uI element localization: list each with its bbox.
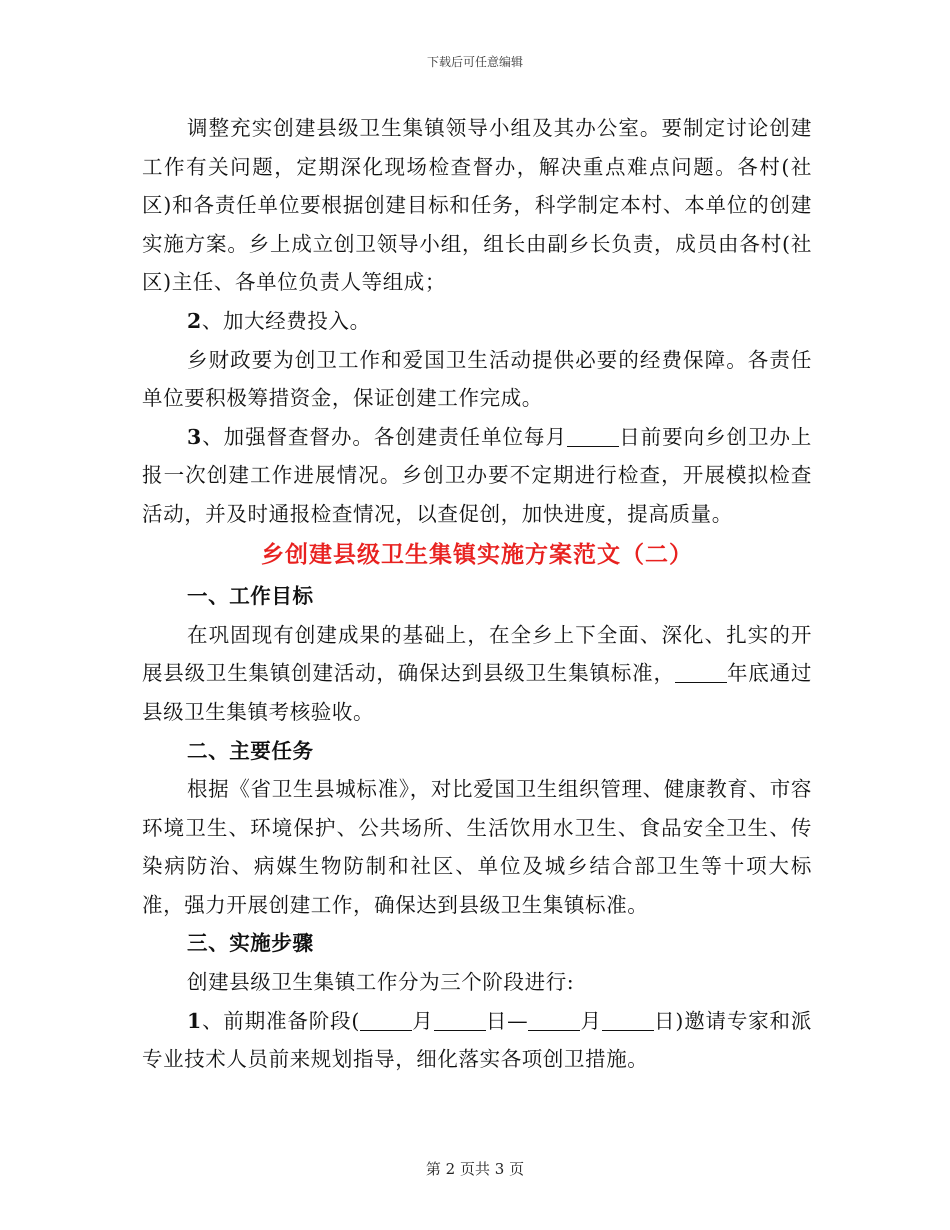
item-text: 月 (580, 1008, 602, 1033)
paragraph: 根据《省卫生县城标准》，对比爱国卫生组织管理、健康教育、市容环境卫生、环境保护、公共场所、生活饮用水卫生、食品安全卫生、传染病防治、病媒生物防制和社区、单位及城乡结合部卫生等十项大标准，强力开展创建工作，确保达到县级卫生集镇标准。 (142, 777, 812, 917)
paragraph: 乡财政要为创卫工作和爱国卫生活动提供必要的经费保障。各责任单位要积极筹措资金，保证创建工作完成。 (142, 347, 812, 411)
section-heading: 三、实施步骤 (187, 931, 314, 956)
fill-blank (528, 1009, 580, 1031)
document-body (142, 109, 812, 1079)
item-text: 月 (412, 1008, 434, 1033)
paragraph-text: 在巩固现有创建成果的基础上，在全乡上下全面、深化、扎实的开展县级卫生集镇创建活动，确保达到县级卫生集镇标准， (142, 622, 812, 686)
item-text: 日— (485, 1008, 529, 1033)
fill-blank (602, 1009, 654, 1031)
section-title: 乡创建县级卫生集镇实施方案范文（二） (261, 540, 693, 568)
item-text: 、加强督查督办。各创建责任单位每月 (201, 424, 567, 449)
item-text: 、前期准备阶段( (201, 1008, 361, 1033)
fill-blank (567, 425, 619, 447)
item-text: 日前要向乡创卫办上报一次创建工作进展情况。乡创卫办要不定期进行检查，开展模拟检查活动，并及时通报检查情况，以查促创，加快进度，提高质量。 (142, 424, 812, 526)
paragraph: 创建县级卫生集镇工作分为三个阶段进行: (187, 970, 575, 995)
paragraph: 调整充实创建县级卫生集镇领导小组及其办公室。要制定讨论创建工作有关问题，定期深化现场检查督办，解决重点难点问题。各村(社区)和各责任单位要根据创建目标和任务，科学制定本村、本单位的创建实施方案。乡上成立创卫领导小组，组长由副乡长负责，成员由各村(社区)主任、各单位负责人等组成； (142, 116, 812, 295)
paragraph (142, 616, 812, 732)
section-heading: 二、主要任务 (187, 738, 314, 763)
page-header: 下载后可任意编辑 (426, 55, 523, 69)
paragraph-text: 年底通过县级卫生集镇考核验收。 (142, 661, 813, 724)
item-text: 日)邀请专家和派专业技术人员前来规划指导，细化落实各项创卫措施。 (142, 1008, 812, 1072)
fill-blank (675, 662, 727, 684)
fill-blank (434, 1009, 486, 1031)
item-number: 1 (187, 1008, 202, 1033)
fill-blank (360, 1009, 412, 1031)
page-footer: 第 2 页共 3 页 (425, 1160, 525, 1178)
list-item (142, 1002, 812, 1079)
item-number: 3 (187, 424, 202, 449)
list-item (142, 418, 812, 534)
section-heading: 一、工作目标 (187, 584, 314, 609)
item-number: 2 (187, 308, 202, 333)
item-text: 、加大经费投入。 (201, 308, 371, 333)
list-item (142, 302, 812, 341)
